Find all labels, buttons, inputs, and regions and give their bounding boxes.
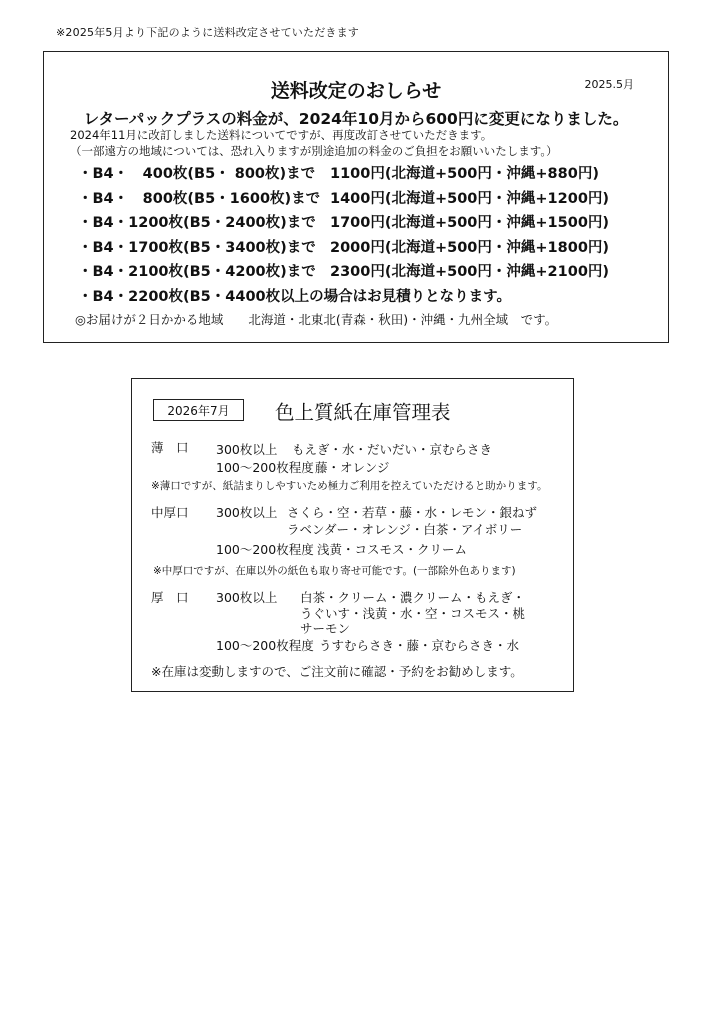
thin-colors-low: 藤・オレンジ bbox=[315, 460, 390, 475]
category-medium-label: 中厚口 bbox=[151, 505, 189, 520]
notice-subtext-2: （一部遠方の地域については、恐れ入りますが別途追加の料金のご負担をお願いいたします。） bbox=[70, 144, 558, 158]
category-thin-label: 薄 口 bbox=[151, 440, 189, 455]
price-list bbox=[78, 162, 609, 309]
medium-quantity-high: 300枚以上 bbox=[216, 505, 278, 520]
thin-quantity-high: 300枚以上 bbox=[216, 442, 278, 457]
price-row-price: 2000円(北海道+500円・沖縄+1800円) bbox=[330, 239, 610, 256]
medium-note: ※中厚口ですが、在庫以外の紙色も取り寄せ可能です。(一部除外色あります) bbox=[153, 565, 516, 577]
thin-quantity-low: 100〜200枚程度 bbox=[216, 460, 314, 475]
price-row-price: 1400円(北海道+500円・沖縄+1200円) bbox=[330, 190, 610, 207]
notice-date: 2025.5月 bbox=[584, 78, 634, 91]
price-row bbox=[78, 260, 609, 285]
medium-colors-high-2: ラベンダー・オレンジ・白茶・アイボリー bbox=[287, 522, 523, 537]
medium-colors-high-1: さくら・空・若草・藤・水・レモン・銀ねず bbox=[287, 505, 538, 520]
price-row-size: ・B4・ 400枚(B5・ 800枚)まで bbox=[78, 166, 316, 182]
price-row-quote: ・B4・2200枚(B5・4400枚以上の場合はお見積りとなります。 bbox=[78, 288, 511, 305]
price-row-size: ・B4・ 800枚(B5・1600枚)まで bbox=[78, 190, 321, 207]
price-row-size: ・B4・2100枚(B5・4200枚)まで bbox=[78, 264, 316, 280]
price-row-price: 1100円(北海道+500円・沖縄+880円) bbox=[330, 166, 599, 182]
price-row bbox=[78, 236, 609, 261]
thick-colors-high-2: うぐいす・浅黄・水・空・コスモス・桃 bbox=[300, 606, 526, 621]
medium-quantity-low: 100〜200枚程度 bbox=[216, 542, 314, 557]
thick-colors-high-1: 白茶・クリーム・濃クリーム・もえぎ・ bbox=[300, 590, 526, 605]
thin-colors-high: もえぎ・水・だいだい・京むらさき bbox=[292, 442, 493, 457]
price-row-price: 2300円(北海道+500円・沖縄+2100円) bbox=[330, 264, 610, 280]
category-thick-label: 厚 口 bbox=[151, 590, 189, 605]
stock-footer-note: ※在庫は変動しますので、ご注文前に確認・予約をお勧めします。 bbox=[151, 664, 523, 679]
price-row-price: 1700円(北海道+500円・沖縄+1500円) bbox=[330, 215, 610, 231]
shipping-notice-box bbox=[43, 51, 669, 343]
stock-title: 色上質紙在庫管理表 bbox=[275, 401, 451, 424]
thick-colors-low: うすむらさき・藤・京むらさき・水 bbox=[319, 638, 520, 653]
notice-headline: レターパックプラスの料金が、2024年10月から600円に変更になりました。 bbox=[83, 110, 629, 128]
thin-note: ※薄口ですが、紙詰まりしやすいため極力ご利用を控えていただけると助かります。 bbox=[151, 480, 548, 492]
stock-table-box bbox=[131, 378, 574, 692]
price-row bbox=[78, 187, 609, 212]
price-row-size: ・B4・1700枚(B5・3400枚)まで bbox=[78, 239, 316, 256]
notice-title: 送料改定のおしらせ bbox=[270, 80, 442, 102]
medium-colors-low: 浅黄・コスモス・クリーム bbox=[317, 542, 468, 557]
price-row bbox=[78, 162, 609, 187]
thick-quantity-low: 100〜200枚程度 bbox=[216, 638, 314, 653]
delivery-area-note: ◎お届けが２日かかる地域 北海道・北東北(青森・秋田)・沖縄・九州全域 です。 bbox=[75, 312, 558, 327]
notice-subtext-1: 2024年11月に改訂しました送料についてですが、再度改訂させていただきます。 bbox=[70, 128, 493, 142]
stock-date-badge: 2026年7月 bbox=[153, 399, 244, 421]
thick-colors-high-3: サーモン bbox=[300, 621, 351, 636]
price-row-size: ・B4・1200枚(B5・2400枚)まで bbox=[78, 215, 316, 231]
price-row bbox=[78, 211, 609, 236]
thick-quantity-high: 300枚以上 bbox=[216, 590, 278, 605]
revision-notice-line: ※2025年5月より下記のように送料改定させていただきます bbox=[56, 26, 360, 39]
